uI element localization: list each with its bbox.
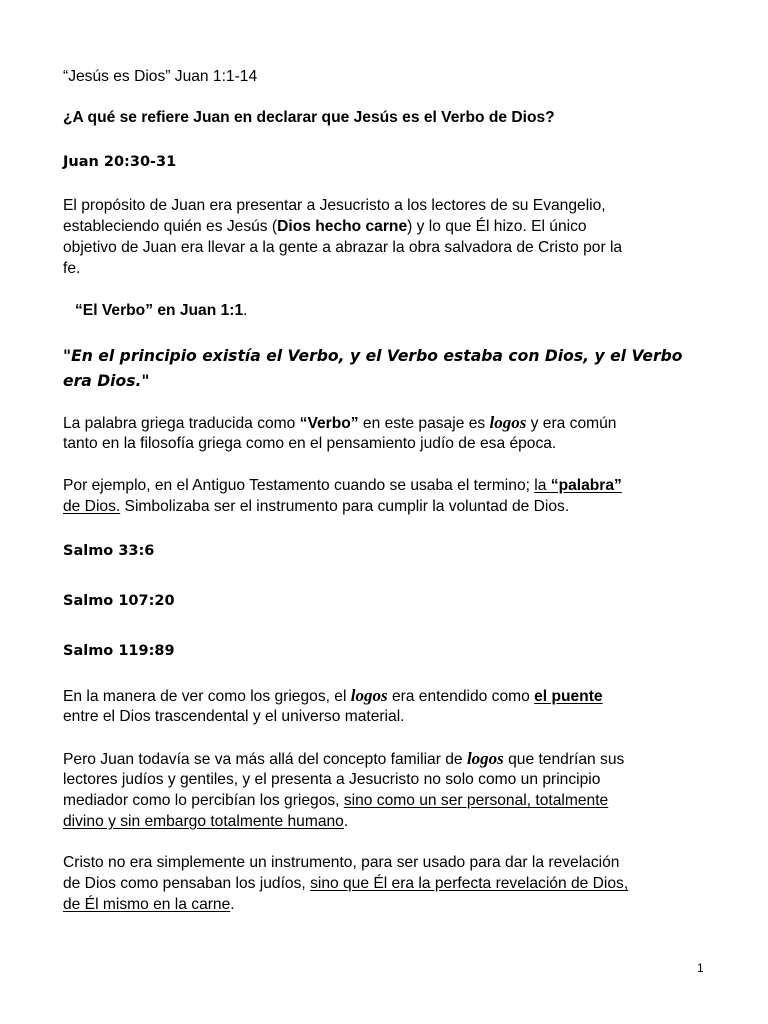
scripture-ref-salmo-119: Salmo 119:89 (63, 643, 175, 659)
underlined-text: de Dios. (63, 498, 121, 515)
paragraph-line (63, 894, 235, 915)
scripture-ref-salmo-107: Salmo 107:20 (63, 593, 175, 609)
scripture-ref-juan-20: Juan 20:30-31 (63, 154, 177, 170)
paragraph-line (63, 748, 624, 770)
text-run: Simbolizaba ser el instrumento para cumplir la voluntad de Dios. (120, 498, 570, 515)
text-run: ) y lo que Él hizo. El único (407, 218, 587, 235)
underlined-emphasis: “palabra” (550, 477, 622, 494)
emphasis-text: Dios hecho carne (277, 218, 408, 235)
paragraph-line: entre el Dios trascendental y el universo material. (63, 708, 405, 725)
verbo-heading (75, 300, 247, 321)
paragraph-line (63, 496, 569, 517)
underlined-text: sino que Él era la perfecta revelación de Dios, (310, 875, 629, 892)
text-run: y era común (526, 415, 617, 432)
text-run: estableciendo quién es Jesús ( (63, 218, 278, 235)
paragraph-line (63, 790, 608, 811)
text-run: La palabra griega traducida como (63, 415, 300, 432)
underlined-text: divino y sin embargo totalmente humano (63, 813, 344, 830)
text-run: Pero Juan todavía se va más allá del concepto familiar de (63, 751, 467, 768)
text-run: . (343, 813, 349, 830)
text-run: de Dios como pensaban los judíos, (63, 875, 311, 892)
underlined-text: sino como un ser personal, totalmente (343, 792, 609, 809)
logos-term: logos (350, 686, 388, 705)
paragraph-line: objetivo de Juan era llevar a la gente a abrazar la obra salvadora de Cristo por la (63, 239, 623, 256)
quote-line: "En el principio existía el Verbo, y el Verbo estaba con Dios, y el Verbo (63, 347, 683, 365)
document-title: “Jesús es Dios” Juan 1:1-14 (63, 68, 258, 85)
paragraph-line: lectores judíos y gentiles, y el presenta a Jesucristo no solo como un principio (63, 771, 601, 788)
paragraph-line (63, 811, 348, 832)
text-run: mediador como lo percibían los griegos, (63, 792, 344, 809)
question-heading: ¿A qué se refiere Juan en declarar que Jesús es el Verbo de Dios? (63, 109, 555, 126)
paragraph-line (63, 873, 628, 894)
emphasis-text: “Verbo” (299, 415, 359, 432)
text-run: En la manera de ver como los griegos, el (63, 688, 351, 705)
paragraph-line (63, 685, 603, 707)
text-run: en este pasaje es (358, 415, 490, 432)
verbo-heading-bold: “El Verbo” en Juan 1:1 (75, 302, 244, 319)
scripture-ref-salmo-33: Salmo 33:6 (63, 543, 155, 559)
paragraph-line: El propósito de Juan era presentar a Jesucristo a los lectores de su Evangelio, (63, 197, 606, 214)
paragraph-line (63, 475, 622, 496)
paragraph-line: Cristo no era simplemente un instrumento, para ser usado para dar la revelación (63, 854, 620, 871)
paragraph-line (63, 412, 616, 434)
logos-term: logos (466, 749, 504, 768)
paragraph-line: tanto en la filosofía griega como en el pensamiento judío de esa época. (63, 435, 557, 452)
verbo-heading-dot: . (243, 302, 248, 319)
underlined-text: la (534, 477, 551, 494)
text-run: que tendrían sus (503, 751, 625, 768)
quote-line: era Dios." (63, 372, 150, 390)
text-run: Por ejemplo, en el Antiguo Testamento cuando se usaba el termino; (63, 477, 535, 494)
underlined-emphasis: el puente (534, 688, 603, 705)
underlined-text: de Él mismo en la carne (63, 896, 231, 913)
text-run: . (230, 896, 235, 913)
paragraph-line (63, 216, 587, 237)
text-run: era entendido como (387, 688, 535, 705)
logos-term: logos (489, 413, 527, 432)
page-number: 1 (697, 961, 704, 975)
paragraph-line: fe. (63, 260, 81, 277)
